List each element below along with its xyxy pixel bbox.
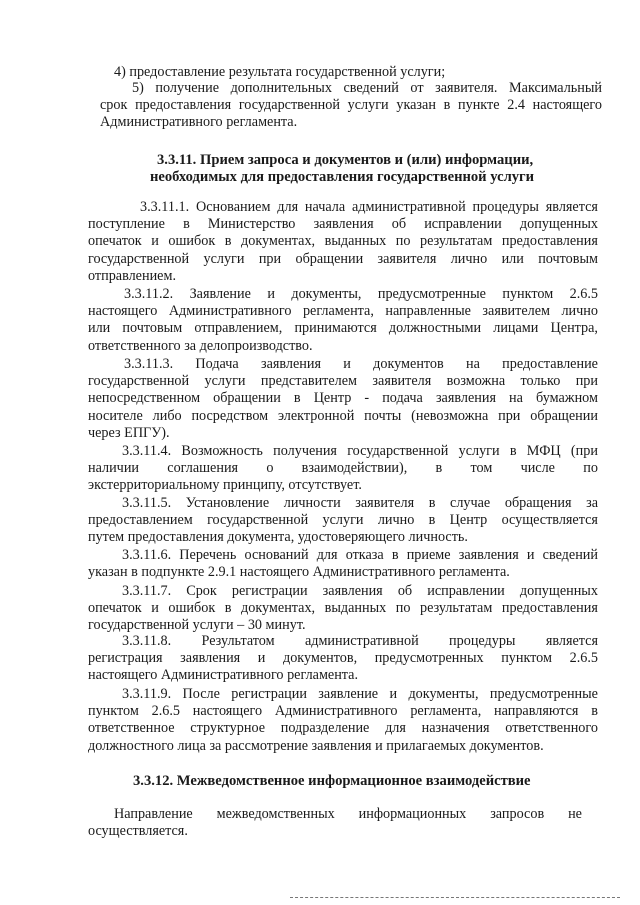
section-heading: необходимых для предоставления государственной услуги [150, 169, 535, 185]
paragraph-line: пунктом 2.6.5 настоящего Административного регламента, направляются в [88, 703, 598, 720]
list-item-5-line: 5) получение дополнительных сведений от заявителя. Максимальный [132, 80, 602, 96]
paragraph-line: носителе либо посредством электронной почты (невозможна при обращении [88, 407, 598, 424]
paragraph-line: государственной услуги – 30 минут. [88, 617, 306, 634]
paragraph-line: 3.3.11.8. Результатом административной процедуры является [122, 633, 598, 649]
paragraph-line: 3.3.11.5. Установление личности заявителя в случае обращения за [122, 495, 598, 511]
paragraph-line: непосредственном обращении в Центр - подача заявления на бумажном [88, 390, 598, 407]
paragraph-line: 3.3.11.7. Срок регистрации заявления об исправлении допущенных [122, 583, 598, 599]
paragraph-line: государственной услуги при обращении заявителя лично или почтовым [88, 250, 598, 267]
paragraph-line: государственной услуги представителем заявителя возможна только при [88, 373, 598, 390]
paragraph-line: предоставлением государственной услуги лично в Центр осуществляется [88, 512, 598, 529]
paragraph-line: ответственного за делопроизводство. [88, 337, 313, 354]
paragraph-line: Направление межведомственных информационных запросов не [114, 806, 582, 822]
paragraph-line: регистрация заявления и документов, предусмотренных пунктом 2.6.5 [88, 650, 598, 667]
paragraph-line: наличии соглашения о взаимодействии), в том числе по [88, 460, 598, 477]
paragraph-line: опечаток и ошибок в документах, выданных по результатам предоставления [88, 233, 598, 250]
paragraph-line: осуществляется. [88, 823, 188, 839]
paragraph-line: настоящего Административного регламента, направленные заявителем лично [88, 303, 598, 320]
paragraph-line: настоящего Административного регламента. [88, 667, 359, 684]
paragraph-line: 3.3.11.6. Перечень оснований для отказа в приеме заявления и сведений [122, 547, 598, 563]
paragraph-line: указан в подпункте 2.9.1 настоящего Административного регламента. [88, 564, 510, 581]
paragraph-line: путем предоставления документа, удостоверяющего личность. [88, 529, 468, 546]
paragraph-line: поступление в Министерство заявления об исправлении допущенных [88, 216, 598, 233]
paragraph-line: или почтовым отправлением, принимаются должностными лицами Центра, [88, 320, 598, 337]
paragraph-line: 3.3.11.4. Возможность получения государственной услуги в МФЦ (при [122, 443, 598, 459]
paragraph-line: 3.3.11.2. Заявление и документы, предусмотренные пунктом 2.6.5 [124, 286, 598, 302]
paragraph-line: опечаток и ошибок в документах, выданных по результатам предоставления [88, 600, 598, 617]
list-item-5-line: срок предоставления государственной услуги указан в пункте 2.4 настоящего [100, 97, 602, 113]
section-heading: 3.3.11. Прием запроса и документов и (или) информации, [157, 152, 534, 168]
paragraph-line: через ЕПГУ). [88, 424, 170, 441]
section-heading: 3.3.12. Межведомственное информационное взаимодействие [133, 773, 531, 789]
paragraph-line: должностного лица за рассмотрение заявления и прилагаемых документов. [88, 737, 544, 754]
paragraph-line: 3.3.11.9. После регистрации заявление и документы, предусмотренные [122, 686, 598, 702]
list-item-5-line: Административного регламента. [100, 114, 298, 130]
paragraph-line: 3.3.11.1. Основанием для начала административной процедуры является [140, 199, 598, 215]
paragraph-line: 3.3.11.3. Подача заявления и документов на предоставление [124, 356, 598, 372]
footer-rule [290, 897, 620, 898]
list-item-4: 4) предоставление результата государственной услуги; [114, 64, 446, 80]
paragraph-line: экстерриториальному принципу, отсутствует. [88, 477, 362, 494]
paragraph-line: отправлением. [88, 267, 176, 284]
paragraph-line: ответственное структурное подразделение для назначения ответственного [88, 720, 598, 737]
